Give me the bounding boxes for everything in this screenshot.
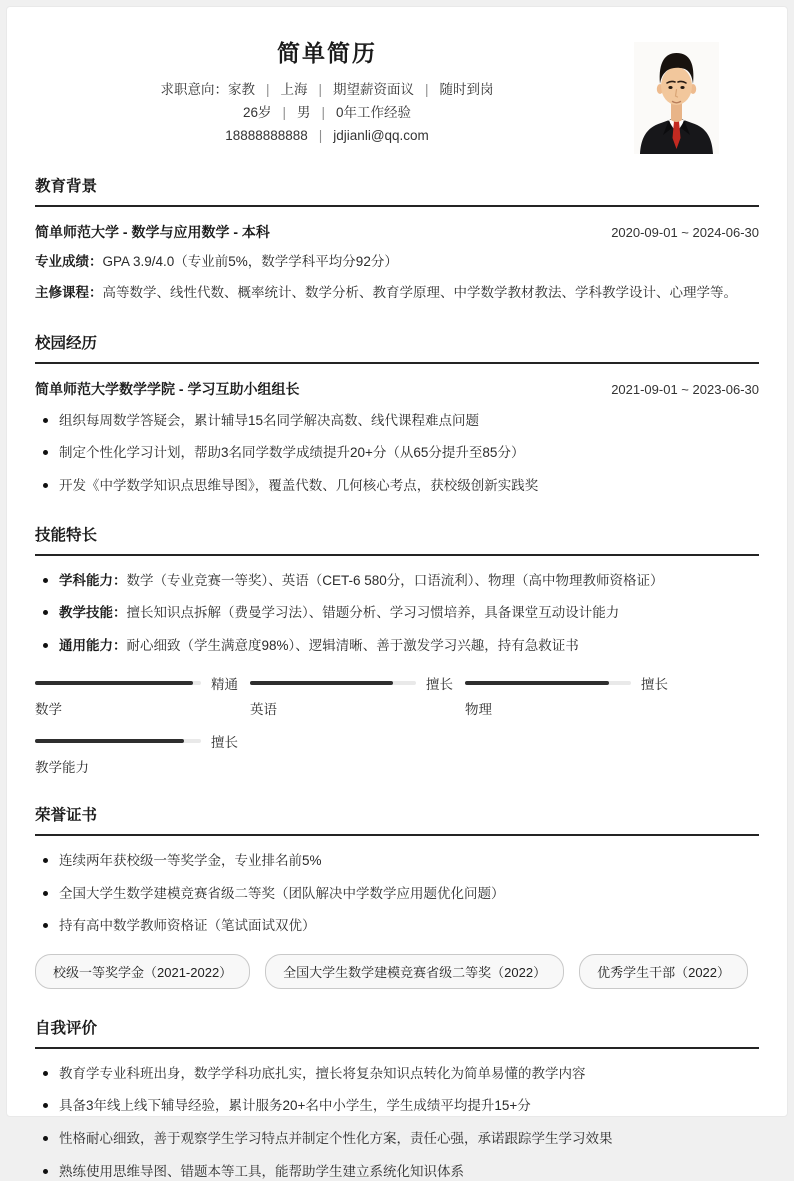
organization-role: 简单师范大学数学学院 - 学习互助小组组长 xyxy=(35,380,300,397)
skill-bar-physics xyxy=(465,675,680,718)
skill-name: 教学能力 xyxy=(35,760,89,776)
campus-entry-head xyxy=(35,379,759,399)
skill-bar-row xyxy=(250,675,465,691)
campus-date-range: 2021-09-01 ~ 2023-06-30 xyxy=(611,381,759,397)
skill-bar-track xyxy=(35,681,201,685)
skill-category-text: 数学（专业竞赛一等奖）、英语（CET-6 580分，口语流利）、物理（高中物理教师资格证） xyxy=(126,572,664,588)
profile-photo xyxy=(634,42,719,154)
work-years: 0年工作经验 xyxy=(336,105,412,120)
list-item: 制定个性化学习计划，帮助3名同学数学成绩提升20+分（从65分提升至85分） xyxy=(35,443,759,463)
skill-category-label: 通用能力： xyxy=(59,637,127,653)
skill-bar-row xyxy=(465,675,680,691)
award-pill: 全国大学生数学建模竞赛省级二等奖（2022） xyxy=(265,954,564,989)
honors-bullet-list xyxy=(35,851,759,936)
skill-category-label: 教学技能： xyxy=(59,605,127,621)
section-honors xyxy=(35,803,759,989)
list-item: 教育学专业科班出身，数学学科功底扎实，擅长将复杂知识点转化为简单易懂的教学内容 xyxy=(35,1064,759,1084)
divider: | xyxy=(318,82,322,97)
city: 上海 xyxy=(280,82,308,97)
skill-level-label: 擅长 xyxy=(641,677,668,693)
section-title-campus: 校园经历 xyxy=(35,331,759,364)
skills-bullet-list xyxy=(35,571,759,656)
list-item: 组织每周数学答疑会，累计辅导15名同学解决高数、线代课程难点问题 xyxy=(35,411,759,431)
list-item xyxy=(35,636,759,656)
divider: | xyxy=(321,105,326,120)
skill-level-label: 擅长 xyxy=(426,677,453,693)
resume-header xyxy=(35,35,759,147)
skill-bar-fill xyxy=(35,681,193,685)
list-item: 连续两年获校级一等奖学金，专业排名前5% xyxy=(35,851,759,871)
contact-line xyxy=(35,124,619,147)
skill-level-label: 擅长 xyxy=(211,735,238,751)
email-address: jdjianli@qq.com xyxy=(333,128,429,143)
self-bullet-list xyxy=(35,1064,759,1181)
skill-bar-fill xyxy=(465,681,609,685)
list-item: 持有高中数学教师资格证（笔试面试双优） xyxy=(35,916,759,936)
education-entry-head xyxy=(35,222,759,242)
courses-line xyxy=(35,283,759,304)
list-item: 熟练使用思维导图、错题本等工具，能帮助学生建立系统化知识体系 xyxy=(35,1162,759,1181)
section-title-skills: 技能特长 xyxy=(35,523,759,556)
gender: 男 xyxy=(297,105,311,120)
skill-bar-english xyxy=(250,675,465,718)
section-campus-experience xyxy=(35,331,759,496)
personal-info-line xyxy=(35,101,619,124)
skill-bar-fill xyxy=(35,739,184,743)
divider: | xyxy=(265,82,270,97)
gpa-label: 专业成绩： xyxy=(35,254,103,269)
skill-category-text: 耐心细致（学生满意度98%）、逻辑清晰、善于激发学习兴趣，持有急救证书 xyxy=(126,637,579,653)
divider: | xyxy=(425,82,429,97)
courses-label: 主修课程： xyxy=(35,284,103,300)
award-pill: 优秀学生干部（2022） xyxy=(579,954,748,989)
skill-bar-track xyxy=(250,681,416,685)
section-title-honors: 荣誉证书 xyxy=(35,803,759,836)
page-title: 简单简历 xyxy=(277,40,377,66)
age: 26岁 xyxy=(242,105,272,120)
resume-page xyxy=(6,6,788,1179)
salary-expectation: 期望薪资面议 xyxy=(333,82,414,97)
skill-category-label: 学科能力： xyxy=(59,572,127,588)
list-item xyxy=(35,603,759,623)
list-item: 具备3年线上线下辅导经验，累计服务20+名中小学生，学生成绩平均提升15+分 xyxy=(35,1096,759,1116)
availability: 随时到岗 xyxy=(439,82,494,97)
skill-category-text: 擅长知识点拆解（费曼学习法）、错题分析、学习习惯培养，具备课堂互动设计能力 xyxy=(126,605,620,621)
skill-bar-teaching xyxy=(35,733,250,776)
gpa-value: GPA 3.9/4.0（专业前5%，数学学科平均分92分） xyxy=(102,254,398,269)
courses-value: 高等数学、线性代数、概率统计、数学分析、教育学原理、中学数学教材教法、学科教学设计、心理学等。 xyxy=(102,284,737,300)
gpa-line xyxy=(35,252,759,273)
skill-name: 数学 xyxy=(35,702,62,718)
skill-bar-track xyxy=(465,681,631,685)
award-pill: 校级一等奖学金（2021-2022） xyxy=(35,954,250,989)
skill-bars-grid xyxy=(35,675,759,776)
section-skills xyxy=(35,523,759,777)
section-self-evaluation xyxy=(35,1016,759,1181)
section-title-self: 自我评价 xyxy=(35,1016,759,1049)
skill-name: 物理 xyxy=(465,702,492,718)
section-education xyxy=(35,174,759,304)
skill-name: 英语 xyxy=(250,702,277,718)
skill-bar-row xyxy=(35,733,250,749)
list-item: 性格耐心细致，善于观察学生学习特点并制定个性化方案，责任心强，承诺跟踪学生学习效果 xyxy=(35,1129,759,1149)
campus-bullet-list xyxy=(35,411,759,496)
section-title-education: 教育背景 xyxy=(35,174,759,207)
avatar-illustration xyxy=(634,42,719,154)
list-item: 全国大学生数学建模竞赛省级二等奖（团队解决中学数学应用题优化问题） xyxy=(35,884,759,904)
skill-bar-math xyxy=(35,675,250,718)
skill-bar-track xyxy=(35,739,201,743)
skill-bar-fill xyxy=(250,681,393,685)
award-pill-row xyxy=(35,954,759,989)
list-item: 开发《中学数学知识点思维导图》，覆盖代数、几何核心考点，获校级创新实践奖 xyxy=(35,476,759,496)
education-date-range: 2020-09-01 ~ 2024-06-30 xyxy=(611,225,759,240)
divider: | xyxy=(318,128,323,143)
job-intent: 求职意向：家教 xyxy=(160,82,255,97)
skill-bar-row xyxy=(35,675,250,691)
job-intent-line xyxy=(35,78,619,101)
divider: | xyxy=(282,105,286,120)
list-item xyxy=(35,571,759,591)
phone-number: 18888888888 xyxy=(225,128,308,143)
school-degree: 简单师范大学 - 数学与应用数学 - 本科 xyxy=(35,224,270,240)
skill-level-label: 精通 xyxy=(211,677,238,693)
